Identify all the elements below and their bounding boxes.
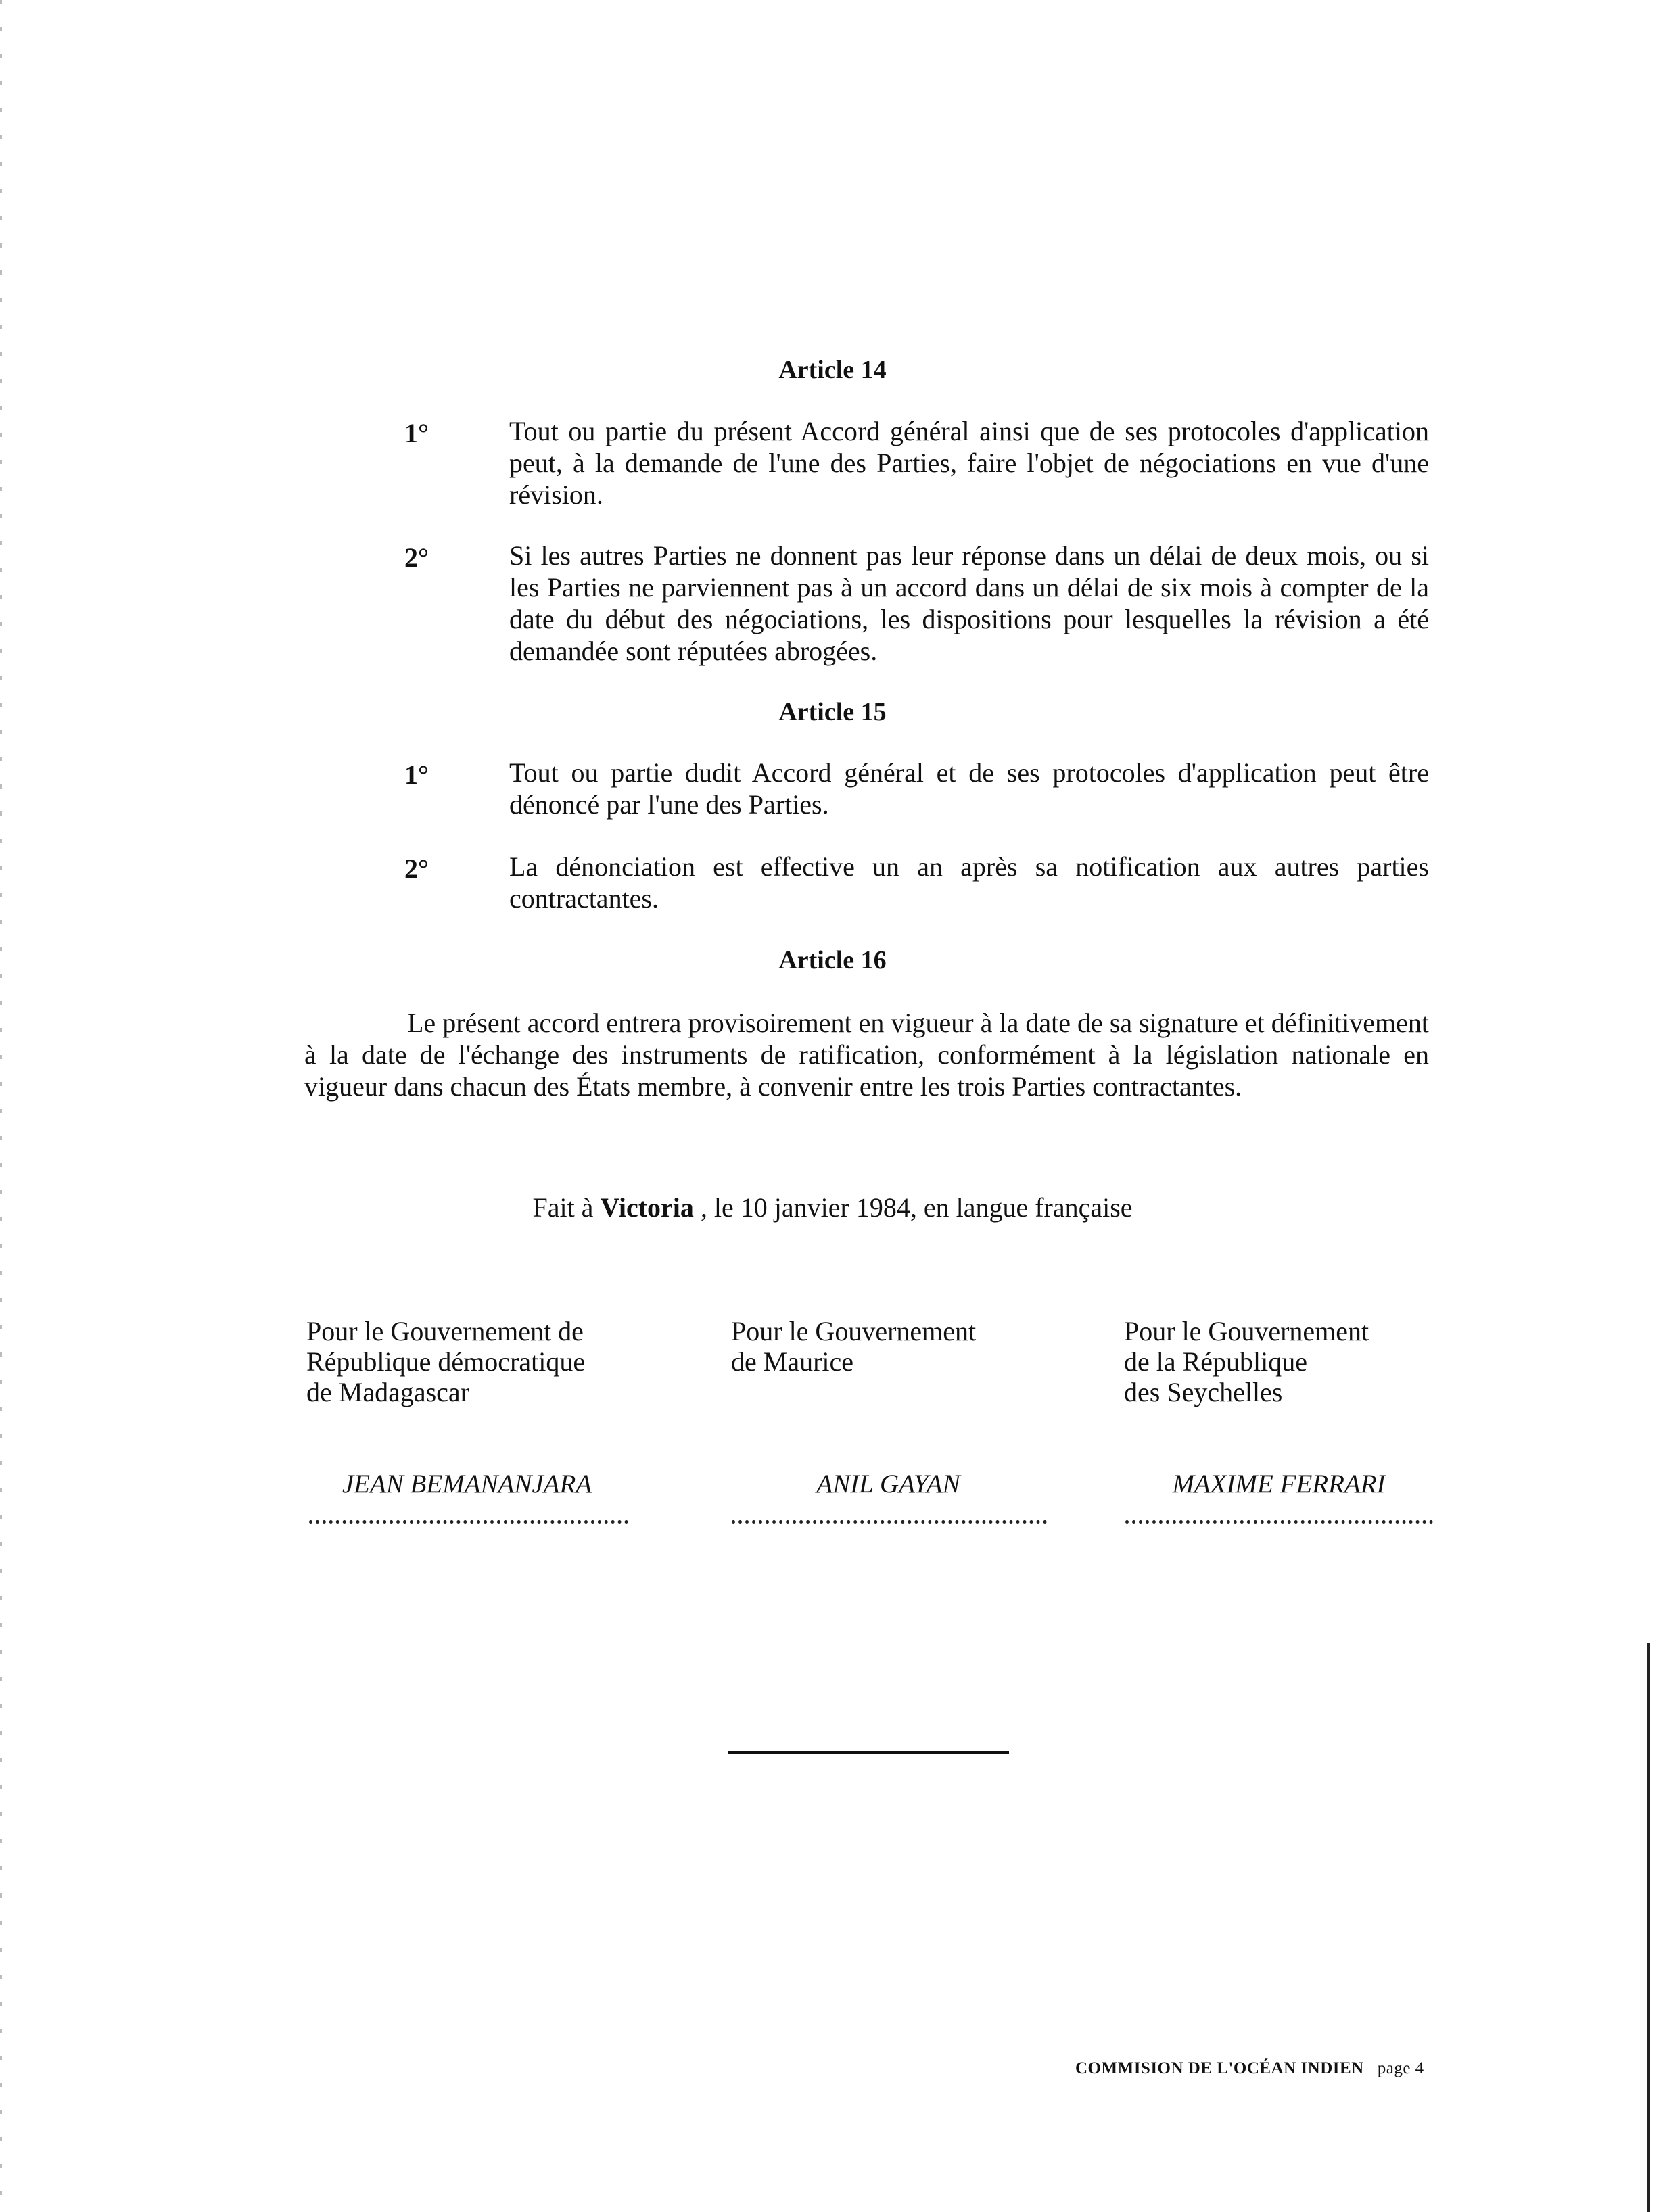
article-16-heading: Article 16 [778,946,887,974]
footer-organization: COMMISION DE L'OCÉAN INDIEN [1075,2059,1364,2077]
signature-line-mauritius [732,1520,1047,1524]
article-14-item-1-text: Tout ou partie du présent Accord général ainsi que de ses protocoles d'application peut, à la demande de l'une des Parties, faire l'objet de négociations en vue d'une révision. [509,416,1429,510]
article-15-item-1-text: Tout ou partie dudit Accord général et de ses protocoles d'application peut être dénoncé par l'une des Parties. [509,757,1429,820]
closing-date-language: , le 10 janvier 1984, en langue française [693,1192,1133,1223]
scan-edge-left [0,0,2,2212]
footer-page-number: page 4 [1377,2059,1424,2077]
article-14-item-2-text: Si les autres Parties ne donnent pas leur réponse dans un délai de deux mois, ou si les Parties ne parviennent pas à un accord dans un délai de six mois à compter de la date du début des négociations, les dispositions pour lesquelles la révision a été demandée sont réputées abrogées. [509,540,1429,666]
page-footer [1075,2059,1424,2078]
article-15-item-1-number: 1° [404,759,429,790]
article-15-item-2-number: 2° [404,853,429,884]
signatory-madagascar-name: JEAN BEMANANJARA [342,1469,592,1499]
article-14-item-2-number: 2° [404,542,429,573]
signatory-seychelles-name: MAXIME FERRARI [1172,1469,1386,1499]
signature-line-seychelles [1125,1520,1433,1524]
article-14-item-1-number: 1° [404,418,429,448]
article-14-heading: Article 14 [778,356,887,384]
article-15-item-2-text: La dénonciation est effective un an après sa notification aux autres parties contractantes. [509,851,1429,914]
closing-prefix: Fait à [532,1192,601,1223]
article-15-heading: Article 15 [778,698,887,726]
closing-line [0,1192,1665,1223]
signature-line-madagascar [309,1520,628,1524]
article-16-paragraph: Le présent accord entrera provisoirement en vigueur à la date de sa signature et définitivement à la date de l'échange des instruments de ratification, conformément à la législation nationale en vigueur dans chacun des États membre, à convenir entre les trois Parties contractantes. [304,1008,1429,1102]
closing-place: Victoria [600,1192,694,1223]
signatory-mauritius-government: Pour le Gouvernement de Maurice [731,1316,977,1377]
signatory-seychelles-government: Pour le Gouvernement de la République des Seychelles [1124,1316,1369,1407]
separator-rule [728,1751,1009,1754]
signatory-mauritius-name: ANIL GAYAN [816,1469,960,1499]
signatory-madagascar-government: Pour le Gouvernement de République démocratique de Madagascar [306,1316,586,1407]
scan-edge-right [1647,1643,1650,2212]
